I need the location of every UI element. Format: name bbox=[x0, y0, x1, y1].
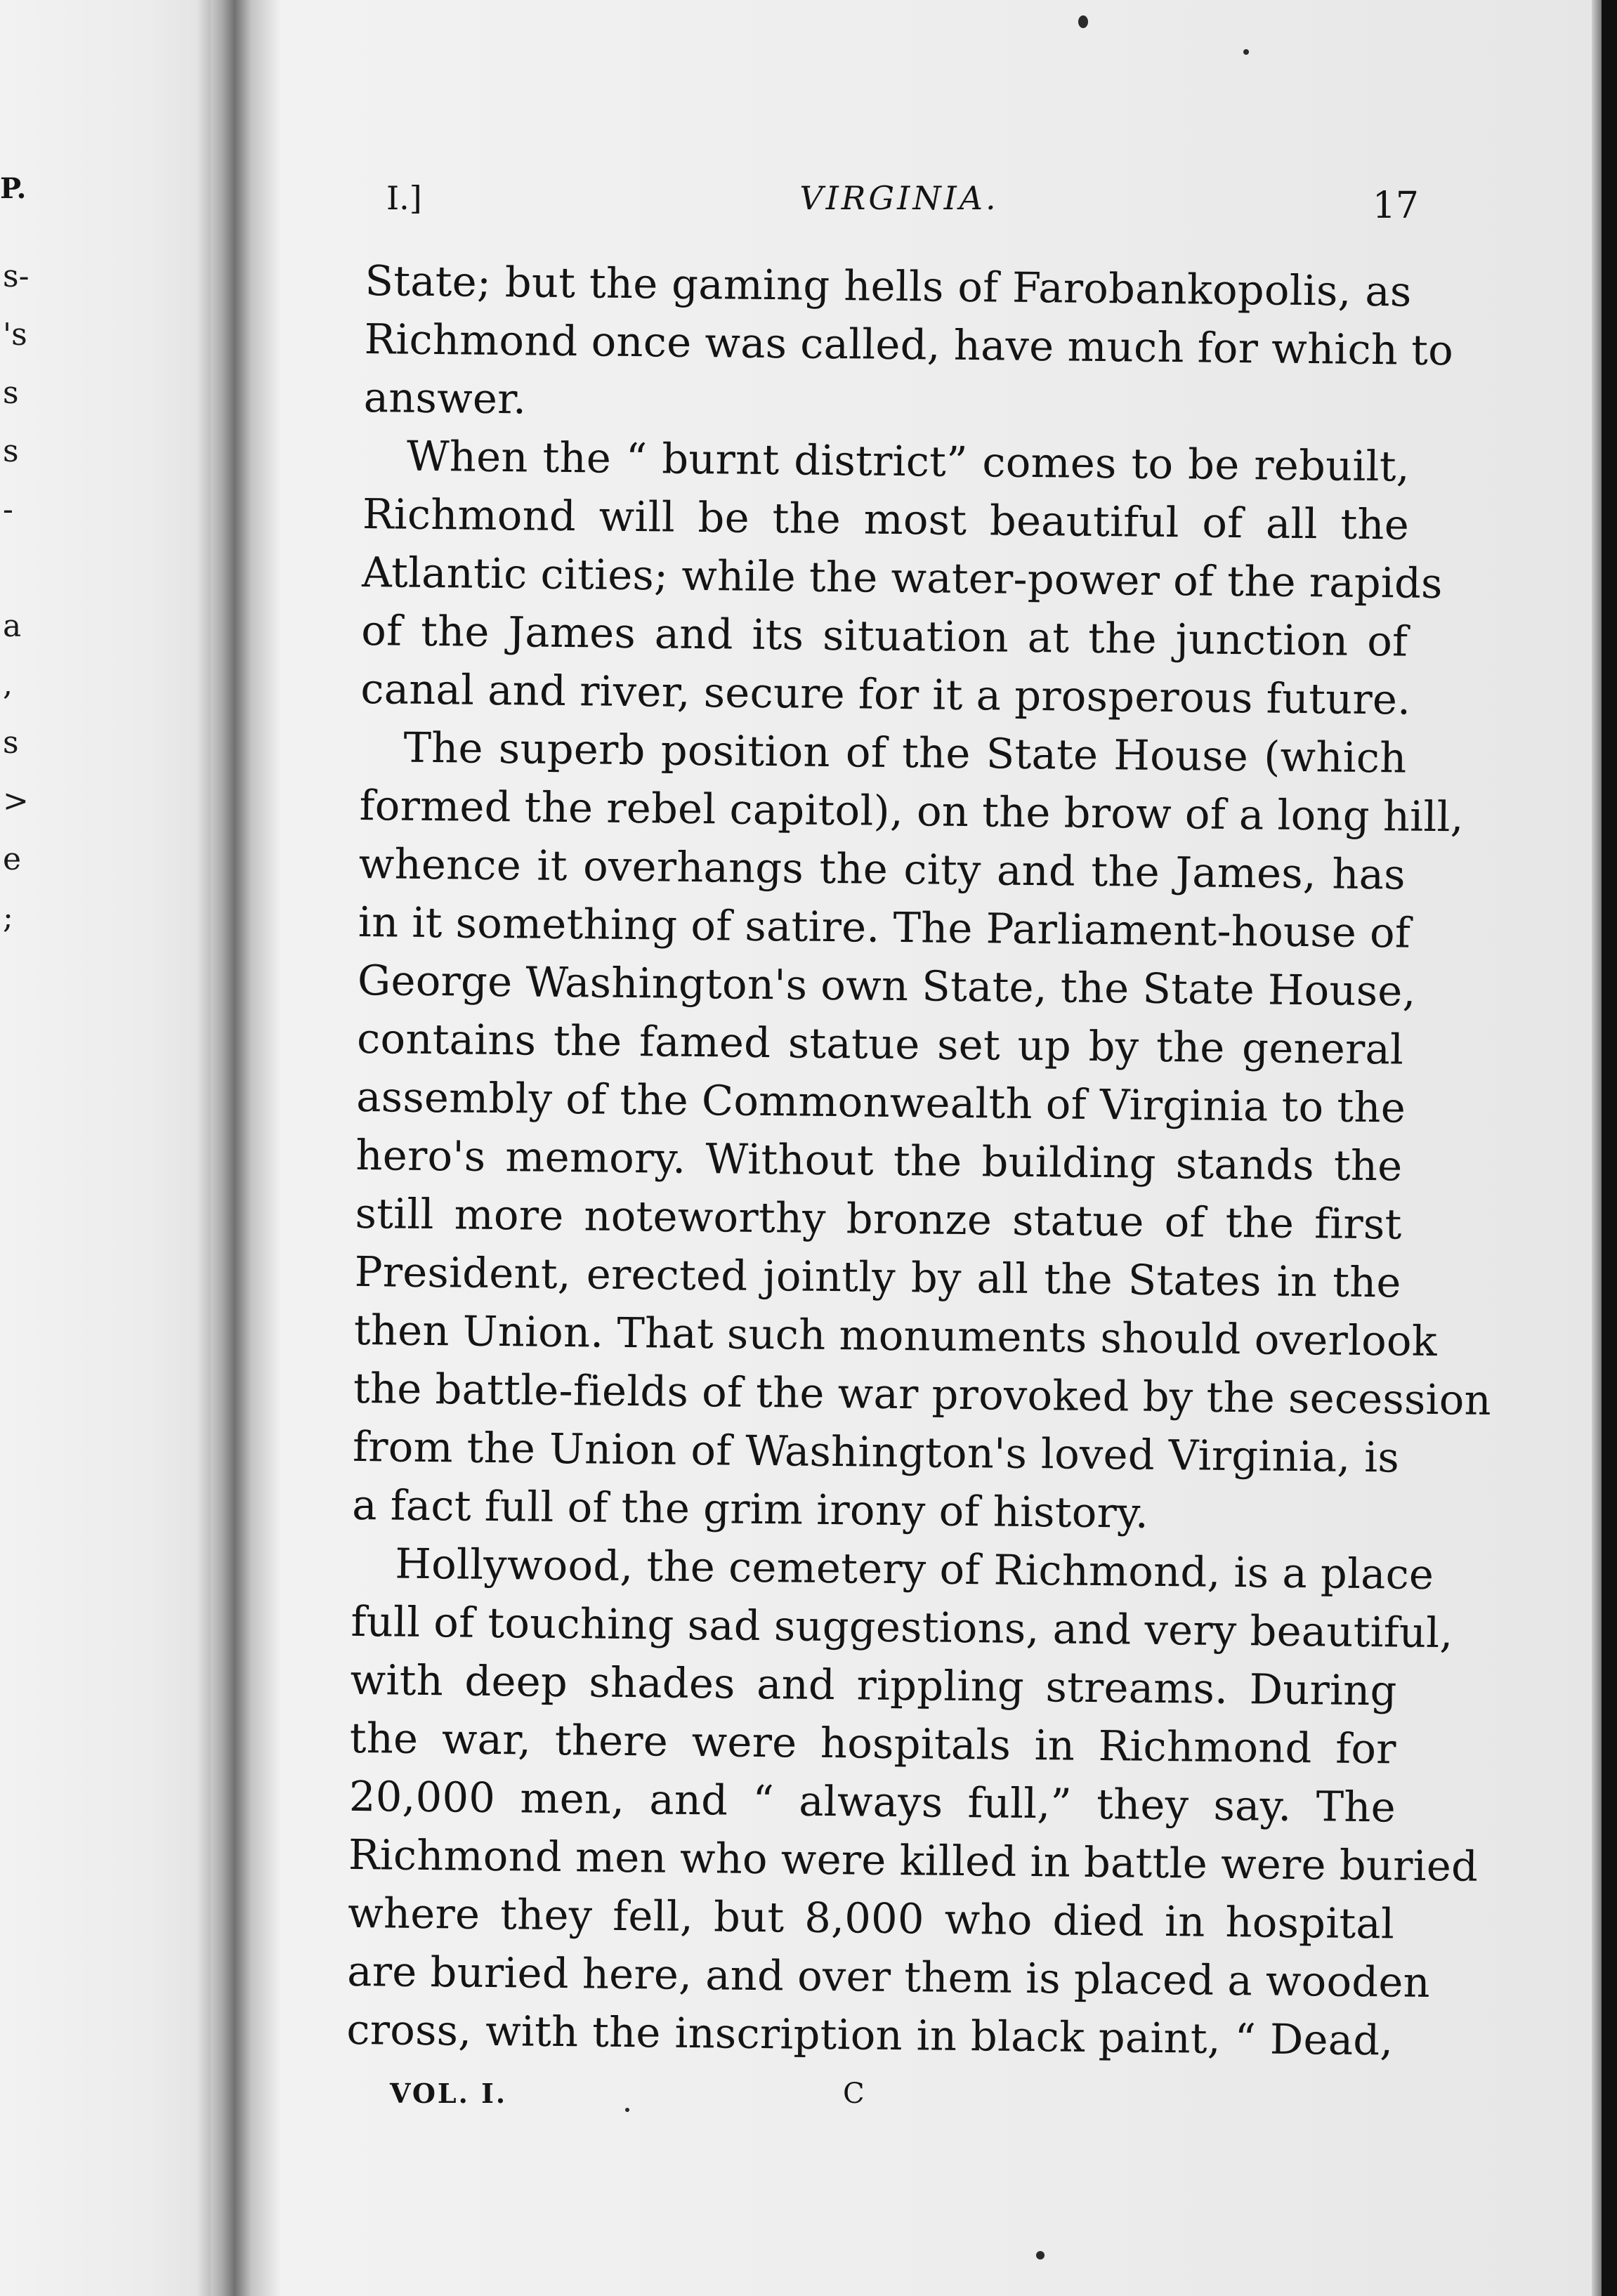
previous-page-header-char: P. bbox=[0, 172, 27, 205]
page-footer bbox=[390, 2078, 1233, 2120]
running-head bbox=[379, 179, 1419, 228]
text-line: Richmond will be the most beautiful of all the bbox=[362, 489, 1410, 549]
previous-page-char: a bbox=[3, 608, 22, 644]
text-line: still more noteworthy bronze statue of the first bbox=[355, 1188, 1402, 1249]
previous-page-char: s bbox=[3, 433, 19, 469]
text-line: State; but the gaming hells of Farobankopolis, as bbox=[365, 256, 1412, 316]
signature-mark: C bbox=[843, 2078, 865, 2110]
text-line: full of touching sad suggestions, and very beautiful, bbox=[351, 1596, 1453, 1658]
text-line: hero's memory. Without the building stands the bbox=[355, 1130, 1403, 1190]
text-line: George Washington's own State, the State House, bbox=[357, 955, 1417, 1016]
previous-page-char: e bbox=[3, 841, 22, 877]
scan-speck bbox=[1036, 2251, 1045, 2259]
running-title: VIRGINIA. bbox=[799, 179, 999, 217]
text-line: in it something of satire. The Parliament-house of bbox=[358, 897, 1411, 957]
previous-page-edge bbox=[0, 0, 211, 2296]
previous-page-char: > bbox=[3, 783, 29, 819]
scan-speck bbox=[625, 2108, 629, 2112]
section-mark: I.] bbox=[386, 179, 422, 217]
text-line: Hollywood, the cemetery of Richmond, is a place bbox=[395, 1539, 1434, 1599]
text-line: then Union. That such monuments should overlook bbox=[353, 1305, 1438, 1366]
text-line: canal and river, secure for it a prosperous future. bbox=[360, 664, 1411, 724]
previous-page-char: s bbox=[3, 375, 19, 411]
previous-page-char: 's bbox=[3, 317, 27, 353]
text-line: 20,000 men, and “ always full,” they say. The bbox=[348, 1771, 1396, 1832]
volume-mark: VOL. I. bbox=[390, 2078, 508, 2109]
previous-page-char: s bbox=[3, 725, 19, 761]
text-line: President, erected jointly by all the States in the bbox=[354, 1247, 1402, 1307]
text-line: with deep shades and rippling streams. During bbox=[350, 1655, 1397, 1715]
scan-speck bbox=[1243, 49, 1249, 55]
text-line: from the Union of Washington's loved Virginia, is bbox=[352, 1422, 1400, 1482]
text-line: formed the rebel capitol), on the brow of a long hill, bbox=[359, 780, 1465, 841]
page-edge bbox=[1602, 0, 1617, 2296]
body-text bbox=[346, 251, 1492, 2069]
previous-page-char: ; bbox=[3, 900, 13, 936]
text-line: Richmond once was called, have much for which to bbox=[364, 314, 1454, 375]
text-line: When the “ burnt district” comes to be rebuilt, bbox=[406, 431, 1410, 491]
previous-page-char: , bbox=[3, 667, 13, 702]
text-line: answer. bbox=[363, 372, 527, 424]
binding-gutter-shadow bbox=[197, 0, 281, 2296]
previous-page-char: s- bbox=[3, 258, 30, 294]
text-line: the battle-fields of the war provoked by the secession bbox=[353, 1363, 1492, 1424]
text-line: Atlantic cities; while the water-power of the rapids bbox=[361, 547, 1443, 608]
text-line: contains the famed statue set up by the general bbox=[356, 1013, 1404, 1074]
text-line: cross, with the inscription in black paint, “ Dead, bbox=[346, 2005, 1394, 2065]
page-number: 17 bbox=[1372, 185, 1419, 227]
text-line: The superb position of the State House (which bbox=[403, 723, 1407, 782]
text-line: Richmond men who were killed in battle were buried bbox=[348, 1830, 1479, 1891]
text-line: the war, there were hospitals in Richmond for bbox=[349, 1713, 1397, 1773]
text-line: assembly of the Commonwealth of Virginia to the bbox=[356, 1072, 1406, 1132]
text-line: are buried here, and over them is placed a wooden bbox=[346, 1946, 1431, 2007]
scan-speck bbox=[1078, 15, 1088, 28]
page-edge-shadow bbox=[1592, 0, 1602, 2296]
previous-page-char: - bbox=[3, 492, 13, 527]
text-line: of the James and its situation at the junction of bbox=[360, 605, 1408, 666]
text-line: whence it overhangs the city and the James, has bbox=[358, 839, 1406, 899]
text-line: where they fell, but 8,000 who died in hospital bbox=[347, 1888, 1395, 1948]
text-line: a fact full of the grim irony of history. bbox=[351, 1480, 1149, 1537]
